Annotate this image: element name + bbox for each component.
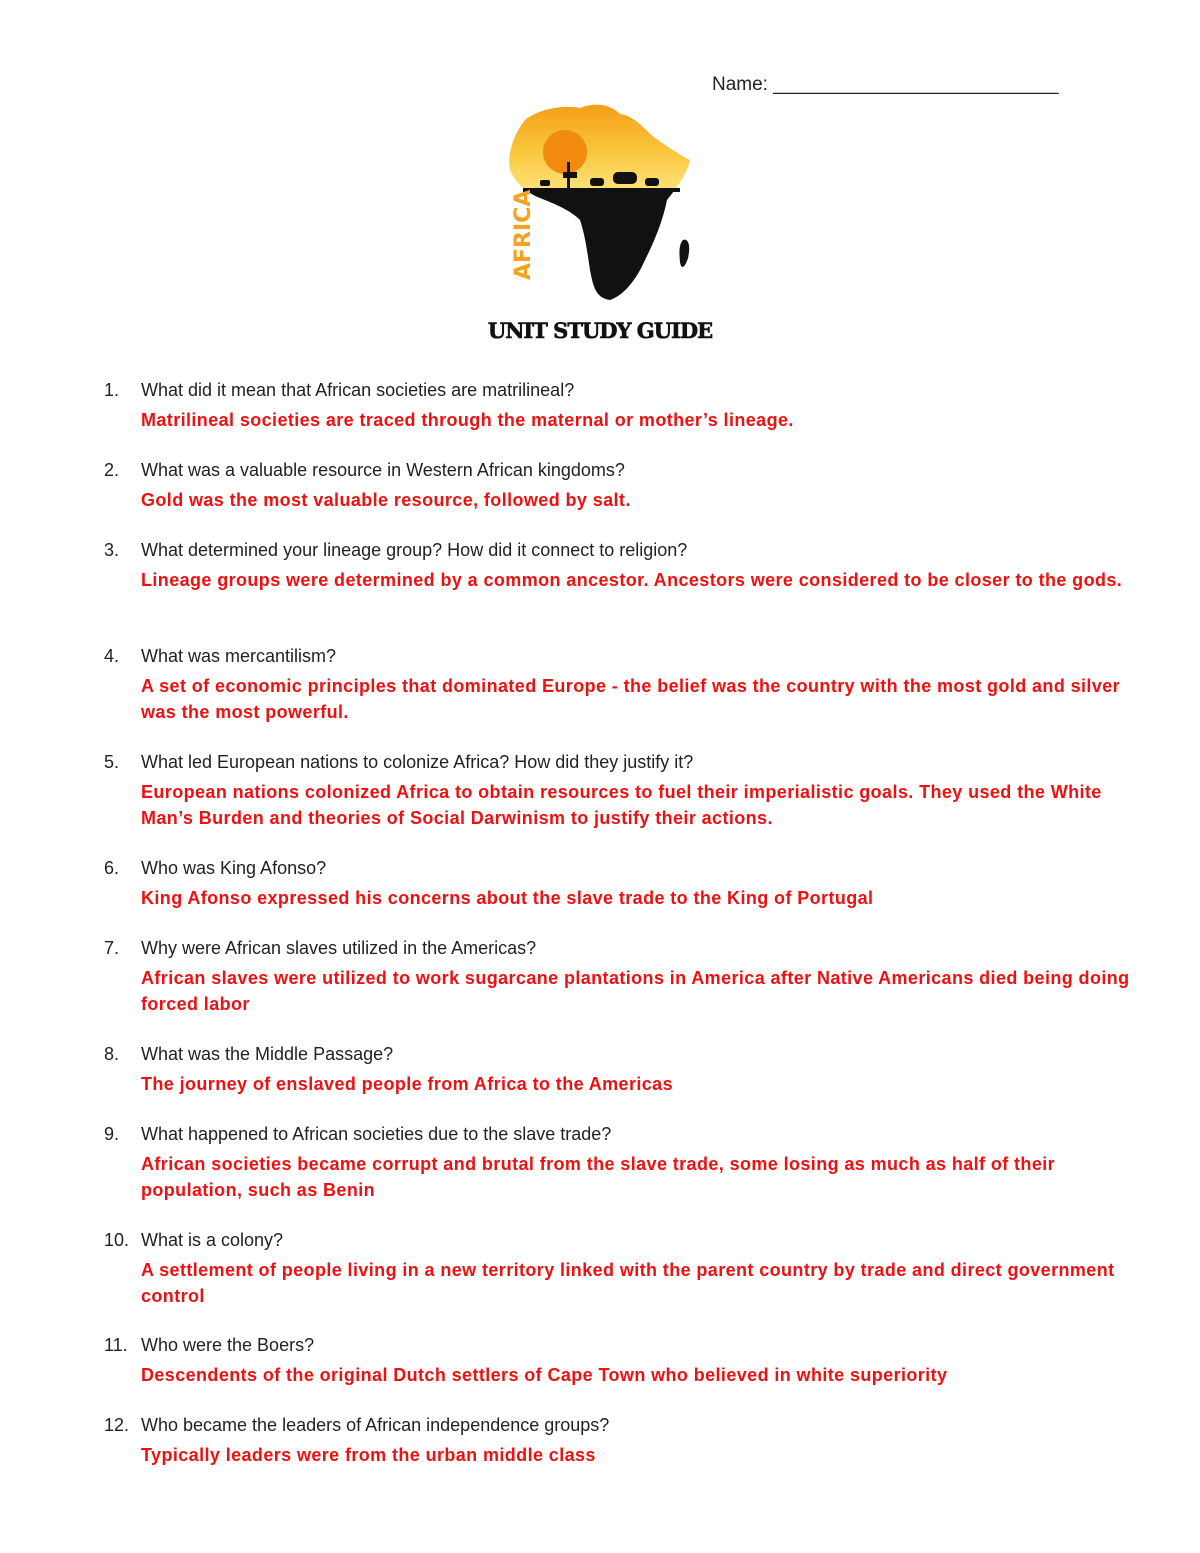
answer-text: European nations colonized Africa to obtain resources to fuel their imperialistic goals. They used the White Man’s Burden and theories of Social Darwinism to justify their actions. [141,782,1102,828]
answer-text: African societies became corrupt and brutal from the slave trade, some losing as much as half of their population, such as Benin [141,1154,1056,1200]
answer-text: Matrilineal societies are traced through the maternal or mother’s lineage. [141,410,794,430]
question-text: What was a valuable resource in Western African kingdoms? [141,460,625,480]
question-number: 12. [104,1415,130,1435]
answer-text: Gold was the most valuable resource, followed by salt. [141,490,631,510]
question-text: Who were the Boers? [141,1335,315,1355]
answer-text: King Afonso expressed his concerns about the slave trade to the King of Portugal [141,888,874,908]
question-text: Why were African slaves utilized in the Americas? [141,938,537,958]
question-text: What did it mean that African societies are matrilineal? [141,380,575,400]
question-number: 1. [104,380,120,400]
answer-text: The journey of enslaved people from Africa to the Americas [141,1074,673,1094]
question-number: 11. [104,1335,128,1355]
question-text: What led European nations to colonize Africa? How did they justify it? [141,752,694,772]
question-number: 3. [104,540,120,560]
question-text: What determined your lineage group? How did it connect to religion? [141,540,688,560]
answer-text: A settlement of people living in a new territory linked with the parent country by trade and direct government control [141,1260,1115,1306]
answer-text: A set of economic principles that dominated Europe - the belief was the country with the most gold and silver was the most powerful. [141,676,1121,722]
answer-text: Descendents of the original Dutch settlers of Cape Town who believed in white superiority [141,1365,948,1385]
question-text: What was the Middle Passage? [141,1044,394,1064]
name-field-label: Name: ___________________________ [712,74,1059,95]
answer-text: Lineage groups were determined by a common ancestor. Ancestors were considered to be closer to the gods. [141,570,1123,590]
question-text: What was mercantilism? [141,646,337,666]
question-text: Who became the leaders of African independence groups? [141,1415,610,1435]
answer-text: Typically leaders were from the urban middle class [141,1445,596,1465]
page-title: UNIT STUDY GUIDE [487,318,713,343]
question-number: 5. [104,752,120,772]
question-number: 6. [104,858,120,878]
answer-text: African slaves were utilized to work sugarcane plantations in America after Native Americans died being doing forced labor [141,968,1130,1014]
madagascar-shape [679,240,689,267]
question-number: 2. [104,460,120,480]
africa-sunset-logo [495,100,705,310]
question-text: What is a colony? [141,1230,284,1250]
question-number: 7. [104,938,120,958]
question-number: 10. [104,1230,130,1250]
question-text: What happened to African societies due to the slave trade? [141,1124,612,1144]
question-number: 4. [104,646,120,666]
logo-africa-text: AFRICA [511,189,536,280]
question-number: 8. [104,1044,120,1064]
question-text: Who was King Afonso? [141,858,327,878]
question-number: 9. [104,1124,120,1144]
